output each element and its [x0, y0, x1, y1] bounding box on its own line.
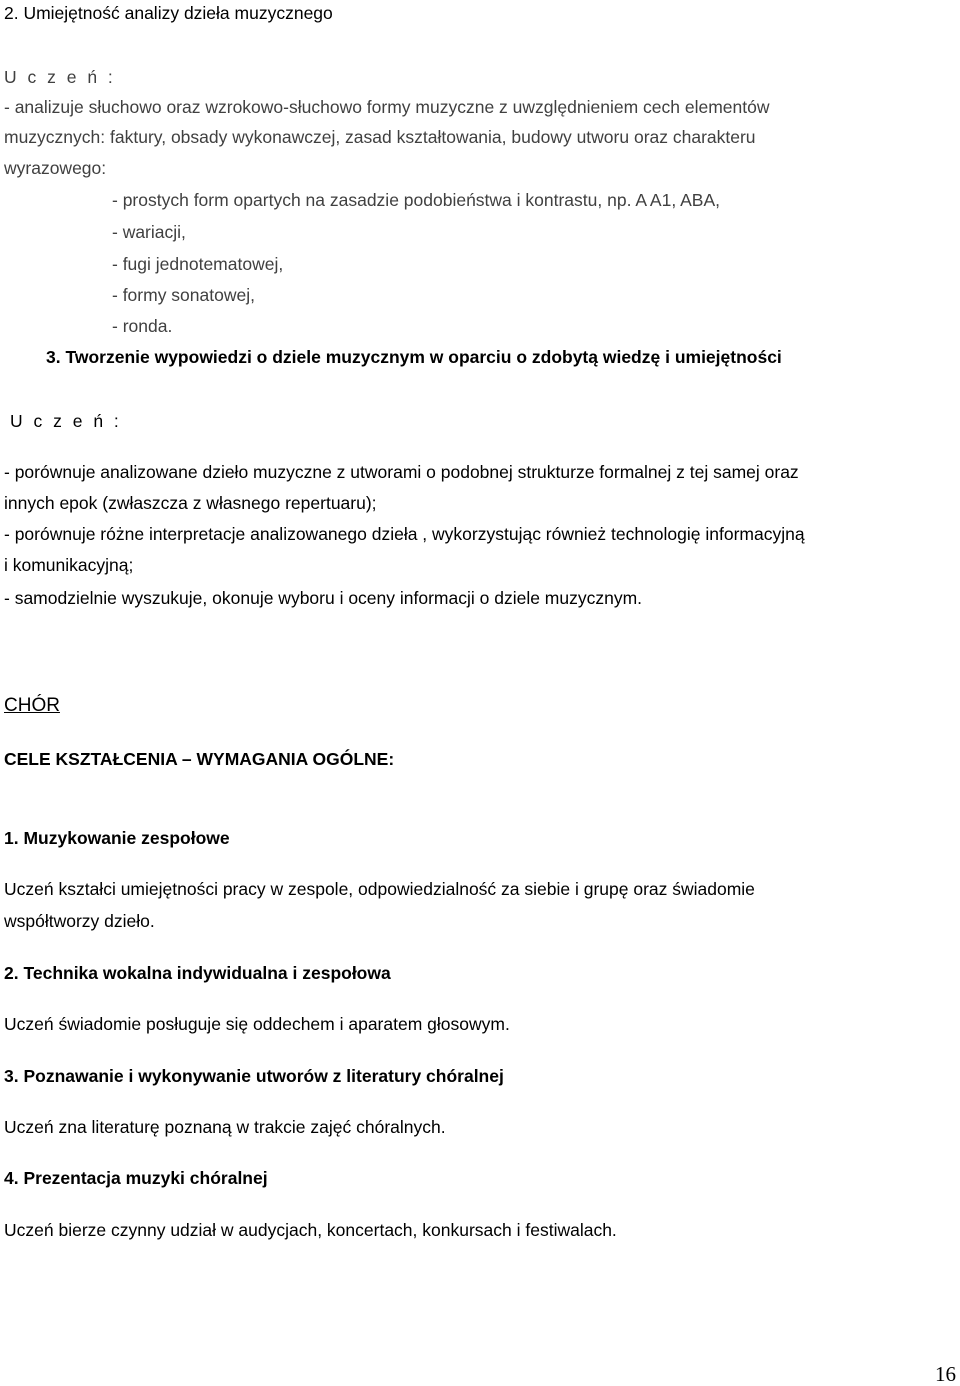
page-number: 16 [935, 1362, 956, 1386]
section-3-line: i komunikacyjną; [4, 555, 134, 575]
section-3-heading: 3. Tworzenie wypowiedzi o dziele muzycznym w oparciu o zdobytą wiedzę i umiejętności [46, 347, 782, 367]
chor-section-heading: 4. Prezentacja muzyki chóralnej [4, 1168, 268, 1188]
section-2-list-item: - wariacji, [112, 222, 186, 242]
section-2-line: - analizuje słuchowo oraz wzrokowo-słuchowo formy muzyczne z uwzględnieniem cech elementów [4, 97, 770, 117]
section-2-list-item: - ronda. [112, 316, 173, 336]
section-2-list-item: - formy sonatowej, [112, 285, 255, 305]
section-2-list-item: - fugi jednotematowej, [112, 254, 284, 274]
section-2-list-item: - prostych form opartych na zasadzie podobieństwa i kontrastu, np. A A1, ABA, [112, 190, 720, 210]
chor-section-heading: 2. Technika wokalna indywidualna i zespołowa [4, 963, 391, 983]
section-3-line: - porównuje różne interpretacje analizowanego dzieła , wykorzystując również technologię informacyjną [4, 524, 805, 544]
chor-section-text: Uczeń bierze czynny udział w audycjach, koncertach, konkursach i festiwalach. [4, 1220, 617, 1240]
chor-title: CHÓR [4, 695, 60, 716]
chor-section-text: Uczeń kształci umiejętności pracy w zespole, odpowiedzialność za siebie i grupę oraz świadomie [4, 879, 755, 899]
chor-section-text: Uczeń świadomie posługuje się oddechem i aparatem głosowym. [4, 1014, 510, 1034]
section-3-line: - samodzielnie wyszukuje, okonuje wyboru i oceny informacji o dziele muzycznym. [4, 588, 643, 608]
section-3-uczen-label: U c z e ń : [10, 411, 122, 431]
chor-goals-heading: CELE KSZTAŁCENIA – WYMAGANIA OGÓLNE: [4, 749, 395, 769]
chor-section-text: Uczeń zna literaturę poznaną w trakcie zajęć chóralnych. [4, 1117, 446, 1137]
section-2-line: wyrazowego: [4, 158, 107, 178]
section-3-line: - porównuje analizowane dzieło muzyczne z utworami o podobnej strukturze formalnej z tej samej oraz [4, 462, 799, 482]
chor-section-heading: 1. Muzykowanie zespołowe [4, 828, 230, 848]
chor-section-heading: 3. Poznawanie i wykonywanie utworów z literatury chóralnej [4, 1066, 504, 1086]
section-2-line: muzycznych: faktury, obsady wykonawczej, zasad kształtowania, budowy utworu oraz charakteru [4, 127, 756, 147]
section-2-heading: 2. Umiejętność analizy dzieła muzycznego [4, 3, 333, 23]
section-3-line: innych epok (zwłaszcza z własnego repertuaru); [4, 493, 377, 513]
section-2-uczen-label: U c z e ń : [4, 67, 116, 87]
chor-section-text: współtworzy dzieło. [4, 911, 155, 931]
